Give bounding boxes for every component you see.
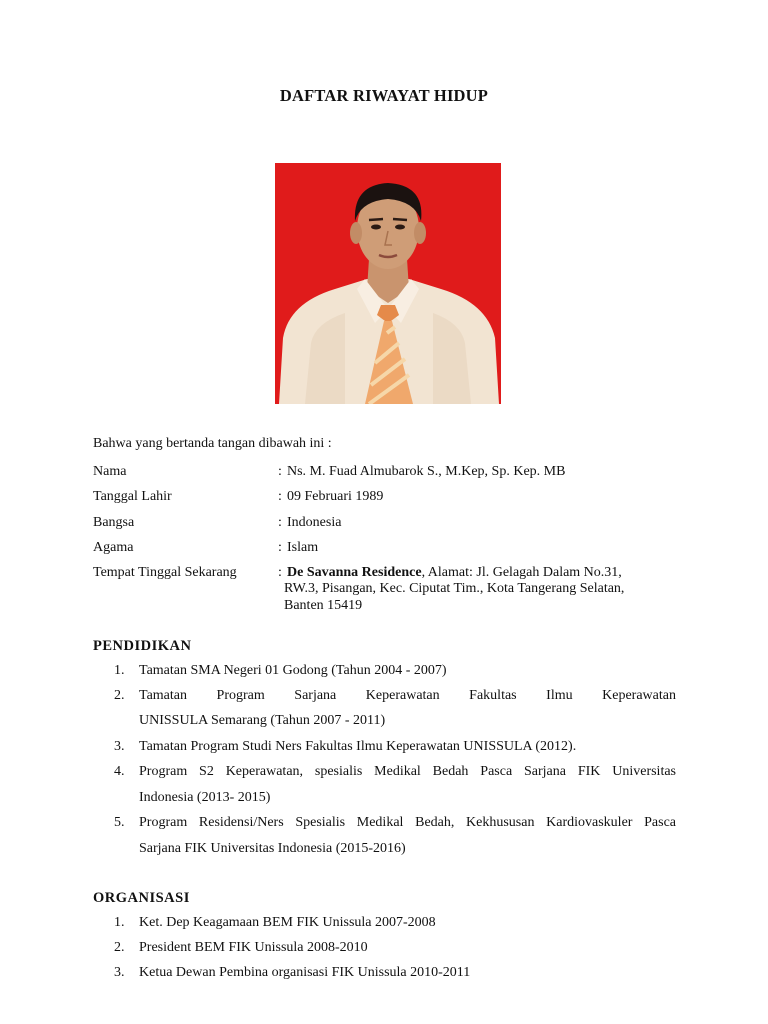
list-line: Program S2 Keperawatan, spesialis Medikal Bedah Pasca Sarjana FIK Universitas	[139, 764, 676, 779]
list-number: 3.	[114, 739, 125, 754]
intro-statement: Bahwa yang bertanda tangan dibawah ini :	[93, 436, 332, 451]
list-number: 1.	[114, 663, 125, 678]
list-line: Indonesia (2013- 2015)	[139, 790, 271, 805]
list-line: Tamatan Program Studi Ners Fakultas Ilmu Keperawatan UNISSULA (2012).	[139, 739, 577, 754]
field-colon: :	[278, 565, 282, 580]
list-line: UNISSULA Semarang (Tahun 2007 - 2011)	[139, 713, 386, 728]
field-colon: :	[278, 464, 282, 479]
address-line: Banten 15419	[284, 598, 363, 613]
list-line: Tamatan Program Sarjana Keperawatan Fakultas Ilmu Keperawatan	[139, 688, 676, 703]
field-value: 09 Februari 1989	[287, 489, 384, 504]
list-number: 2.	[114, 688, 125, 703]
field-colon: :	[278, 540, 282, 555]
list-line: Ketua Dewan Pembina organisasi FIK Unissula 2010-2011	[139, 965, 471, 980]
list-line: Program Residensi/Ners Spesialis Medikal Bedah, Kekhususan Kardiovaskuler Pasca	[139, 815, 676, 830]
field-value: Indonesia	[287, 515, 342, 530]
field-colon: :	[278, 515, 282, 530]
residence-name: De Savanna Residence	[287, 565, 422, 580]
profile-photo	[275, 163, 501, 404]
field-label: Bangsa	[93, 515, 135, 530]
portrait-illustration	[275, 163, 501, 404]
address-line: , Alamat: Jl. Gelagah Dalam No.31,	[421, 565, 622, 580]
field-value	[287, 564, 622, 581]
address-line: RW.3, Pisangan, Kec. Ciputat Tim., Kota Tangerang Selatan,	[284, 581, 625, 596]
page-title: DAFTAR RIWAYAT HIDUP	[279, 86, 489, 105]
field-label: Tempat Tinggal Sekarang	[93, 565, 237, 580]
list-line: Sarjana FIK Universitas Indonesia (2015-2016)	[139, 841, 406, 856]
field-value: Ns. M. Fuad Almubarok S., M.Kep, Sp. Kep. MB	[287, 464, 566, 479]
education-heading: PENDIDIKAN	[93, 638, 192, 654]
field-value: Islam	[287, 540, 319, 555]
field-label: Agama	[93, 540, 134, 555]
list-number: 5.	[114, 815, 125, 830]
list-number: 2.	[114, 940, 125, 955]
list-line: Ket. Dep Keagamaan BEM FIK Unissula 2007-2008	[139, 915, 436, 930]
list-number: 4.	[114, 764, 125, 779]
organization-heading: ORGANISASI	[93, 890, 190, 906]
field-label: Tanggal Lahir	[93, 489, 172, 504]
field-colon: :	[278, 489, 282, 504]
field-label: Nama	[93, 464, 127, 479]
list-line: President BEM FIK Unissula 2008-2010	[139, 940, 368, 955]
list-number: 1.	[114, 915, 125, 930]
list-number: 3.	[114, 965, 125, 980]
list-line: Tamatan SMA Negeri 01 Godong (Tahun 2004 - 2007)	[139, 663, 447, 678]
